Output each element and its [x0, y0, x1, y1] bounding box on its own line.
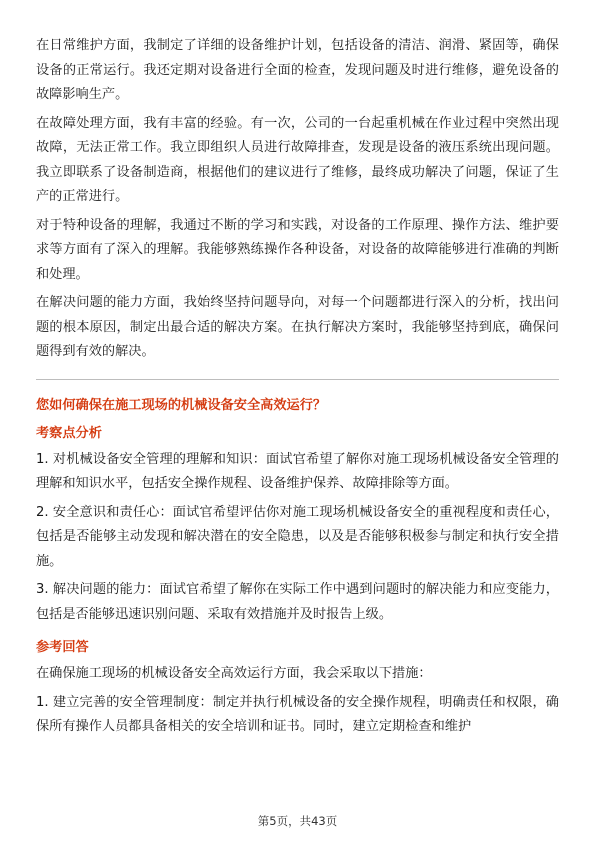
analysis-heading: 考察点分析 [36, 425, 102, 441]
intro-paragraph-fault-handling: 在故障处理方面，我有丰富的经验。有一次，公司的一台起重机械在作业过程中突然出现故障，无法正常工作。我立即组织人员进行故障排查，发现是设备的液压系统出现问题。我立即联系了设备制造商，根据他们的建议进行了维修，最终成功解决了问题，保证了生产的正常进行。 [36, 115, 559, 204]
answer-intro: 在确保施工现场的机械设备安全高效运行方面，我会采取以下措施： [36, 666, 432, 681]
analysis-item: 3. 解决问题的能力：面试官希望了解你在实际工作中遇到问题时的解决能力和应变能力，包括是否能够迅速识别问题、采取有效措施并及时报告上级。 [36, 582, 559, 622]
intro-paragraph-special-equipment: 对于特种设备的理解，我通过不断的学习和实践，对设备的工作原理、操作方法、维护要求等方面有了深入的理解。我能够熟练操作各种设备，对设备的故障能够进行准确的判断和处理。 [36, 217, 559, 282]
intro-paragraph-maintenance: 在日常维护方面，我制定了详细的设备维护计划，包括设备的清洁、润滑、紧固等，确保设备的正常运行。我还定期对设备进行全面的检查，发现问题及时进行维修，避免设备的故障影响生产。 [36, 38, 559, 102]
section-divider [36, 379, 559, 380]
interview-question: 您如何确保在施工现场的机械设备安全高效运行？ [36, 397, 327, 413]
analysis-item: 1. 对机械设备安全管理的理解和知识：面试官希望了解你对施工现场机械设备安全管理的理解和知识水平，包括安全操作规程、设备维护保养、故障排除等方面。 [36, 451, 559, 491]
intro-paragraph-problem-solving: 在解决问题的能力方面，我始终坚持问题导向，对每一个问题都进行深入的分析，找出问题的根本原因，制定出最合适的解决方案。在执行解决方案时，我能够坚持到底，确保问题得到有效的解决。 [36, 295, 559, 359]
answer-heading: 参考回答 [36, 640, 89, 655]
page-number-footer: 第5页，共43页 [257, 814, 338, 828]
answer-item: 1. 建立完善的安全管理制度：制定并执行机械设备的安全操作规程，明确责任和权限，确保所有操作人员都具备相关的安全培训和证书。同时，建立定期检查和维护 [36, 694, 559, 734]
analysis-item: 2. 安全意识和责任心：面试官希望评估你对施工现场机械设备安全的重视程度和责任心，包括是否能够主动发现和解决潜在的安全隐患，以及是否能够积极参与制定和执行安全措施。 [36, 504, 559, 569]
page-content [36, 34, 559, 744]
